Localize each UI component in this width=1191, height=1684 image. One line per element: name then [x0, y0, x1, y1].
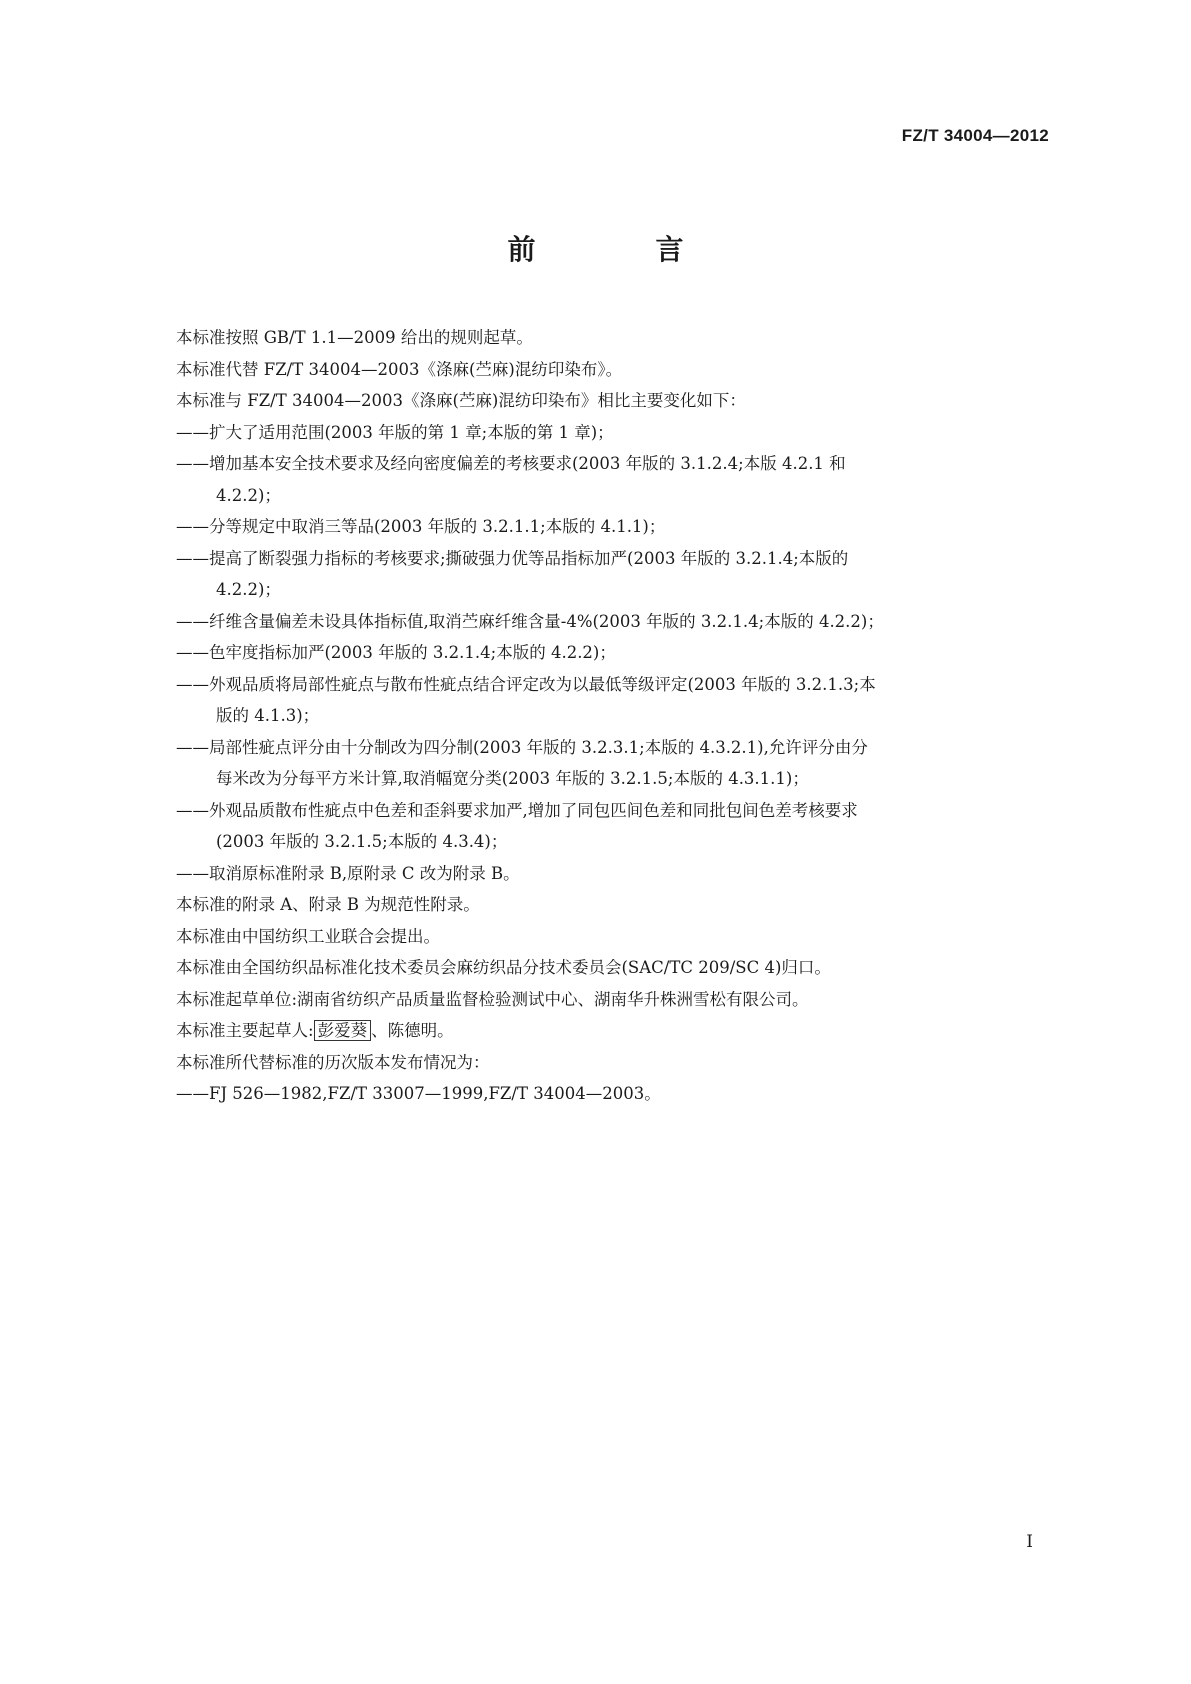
previous-editions-list: ——FJ 526—1982,FZ/T 33007—1999,FZ/T 34004—2003。 — [176, 1084, 661, 1103]
standard-code: FZ/T 34004—2012 — [901, 126, 1049, 145]
change-item-9-cont: (2003 年版的 3.2.1.5;本版的 4.3.4)； — [216, 832, 508, 851]
change-item-3: ——分等规定中取消三等品(2003 年版的 3.2.1.1;本版的 4.1.1)； — [176, 517, 666, 536]
change-item-2: ——增加基本安全技术要求及经向密度偏差的考核要求(2003 年版的 3.1.2.4;本版 4.2.1 和 — [176, 454, 846, 473]
drafters-prefix: 本标准主要起草人: — [176, 1021, 314, 1040]
page-title: 前 言 — [507, 233, 730, 266]
paragraph-proposed-by: 本标准由中国纺织工业联合会提出。 — [176, 926, 440, 946]
change-item-8: ——局部性疵点评分由十分制改为四分制(2003 年版的 3.2.3.1;本版的 4.3.2.1),允许评分由分 — [176, 737, 868, 757]
drafters-rest: 、陈德明。 — [371, 1021, 454, 1040]
paragraph-previous-editions-intro: 本标准所代替标准的历次版本发布情况为： — [176, 1052, 490, 1072]
change-item-8-cont: 每米改为分每平方米计算,取消幅宽分类(2003 年版的 3.2.1.5;本版的 4.3.1.1)； — [216, 769, 809, 788]
change-item-6: ——色牢度指标加严(2003 年版的 3.2.1.4;本版的 4.2.2)； — [176, 643, 616, 662]
foreword-body — [176, 322, 1056, 1110]
change-item-4: ——提高了断裂强力指标的考核要求;撕破强力优等品指标加严(2003 年版的 3.2.1.4;本版的 — [176, 548, 849, 568]
change-item-10: ——取消原标准附录 B,原附录 C 改为附录 B。 — [176, 863, 520, 883]
drafter-name-boxed: 彭爱葵 — [314, 1020, 372, 1041]
paragraph-technical-committee: 本标准由全国纺织品标准化技术委员会麻纺织品分技术委员会(SAC/TC 209/SC 4)归口。 — [176, 958, 831, 977]
change-item-7-cont: 版的 4.1.3)； — [216, 706, 320, 725]
change-item-7: ——外观品质将局部性疵点与散布性疵点结合评定改为以最低等级评定(2003 年版的 3.2.1.3;本 — [176, 674, 876, 694]
paragraph-drafting-rules: 本标准按照 GB/T 1.1—2009 给出的规则起草。 — [176, 328, 533, 347]
paragraph-drafting-units: 本标准起草单位:湖南省纺织产品质量监督检验测试中心、湖南华升株洲雪松有限公司。 — [176, 989, 809, 1009]
paragraph-changes-intro: 本标准与 FZ/T 34004—2003《涤麻(苎麻)混纺印染布》相比主要变化如下： — [176, 391, 746, 410]
paragraph-drafters — [176, 1015, 1056, 1047]
change-item-2-cont: 4.2.2)； — [216, 485, 281, 505]
change-item-4-cont: 4.2.2)； — [216, 580, 281, 599]
paragraph-replaces: 本标准代替 FZ/T 34004—2003《涤麻(苎麻)混纺印染布》。 — [176, 359, 623, 379]
change-item-9: ——外观品质散布性疵点中色差和歪斜要求加严,增加了同包匹间色差和同批包间色差考核要求 — [176, 800, 858, 820]
change-item-1: ——扩大了适用范围(2003 年版的第 1 章;本版的第 1 章)； — [176, 422, 614, 442]
change-item-5: ——纤维含量偏差未设具体指标值,取消苎麻纤维含量-4%(2003 年版的 3.2.1.4;本版的 4.2.2)； — [176, 611, 884, 631]
paragraph-annexes: 本标准的附录 A、附录 B 为规范性附录。 — [176, 895, 480, 914]
page-number: I — [1026, 1532, 1033, 1552]
